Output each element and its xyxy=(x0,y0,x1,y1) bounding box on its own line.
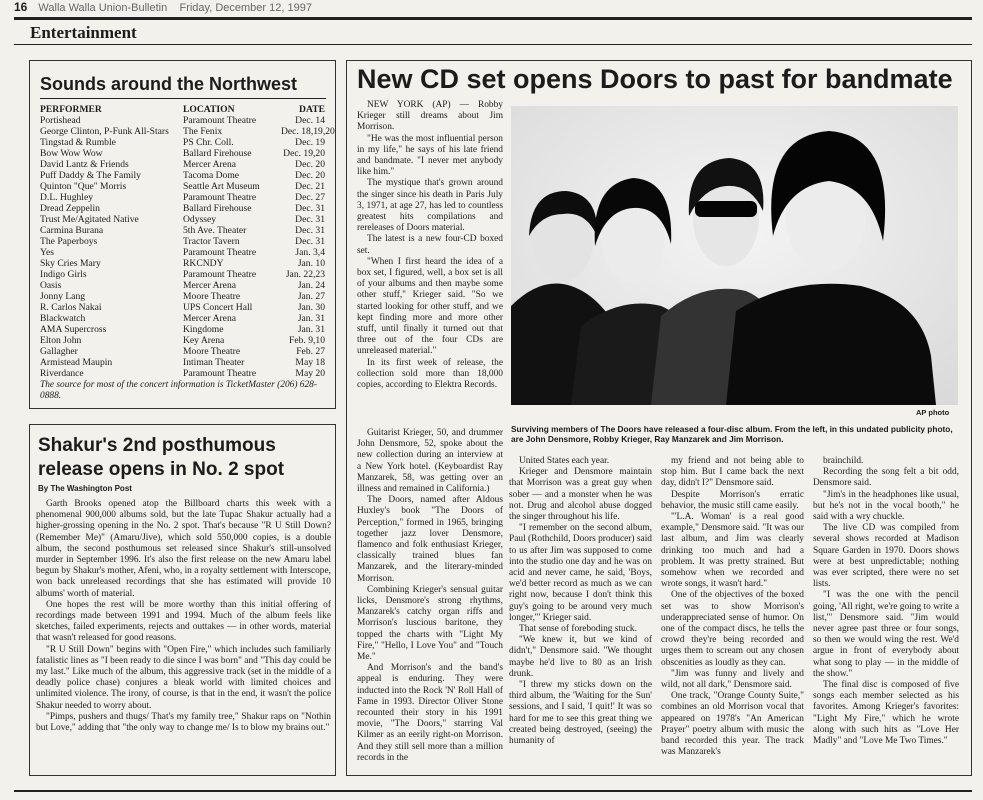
paragraph: "R U Still Down" begins with "Open Fire," which includes such familiarly fatalistic lines as "I been ready to die since I was born" and "This day could be my last." Like much of the album, this aggressive track (set in the middle of a deadly police chase) conjures a bleak world with limited choices and unlimited violence. The irony, of course, is that in the end, it wasn't the police Shakur needed to worry about. xyxy=(36,644,331,711)
masthead: Walla Walla Union-Bulletin xyxy=(38,2,168,14)
paragraph: The latest is a new four-CD boxed set. xyxy=(357,234,503,256)
doors-col-1b xyxy=(357,428,503,764)
issue-date: Friday, December 12, 1997 xyxy=(179,2,312,14)
location-cell: RKCNDY xyxy=(183,258,224,269)
paragraph: "Pimps, pushers and thugs/ That's my family tree," Shakur raps on "Nothin but Love," adding that "the only way to change me/ Is to blow my brains out." xyxy=(36,711,331,734)
shakur-body xyxy=(36,499,331,734)
table-row xyxy=(40,269,325,280)
date-cell: May 18 xyxy=(295,357,325,368)
paragraph: NEW YORK (AP) — Robby Krieger still dreams about Jim Morrison. xyxy=(357,100,503,133)
col-performer: PERFORMER xyxy=(40,104,102,115)
band-photo-image xyxy=(511,106,958,405)
performer-cell: Quinton "Que" Morris xyxy=(40,181,127,192)
paragraph: The final disc is composed of five songs each member selected as his favorites. Among Krieger's favorites: "Light My Fire," which he wrote along with such hits as "Love Her Madly" and "Love Me Two Times." xyxy=(813,680,959,747)
table-row xyxy=(40,324,325,335)
section-title: Entertainment xyxy=(30,23,137,42)
sounds-title: Sounds around the Northwest xyxy=(40,74,298,94)
date-cell: Dec. 31 xyxy=(295,236,325,247)
date-cell: Jan. 22,23 xyxy=(285,269,325,280)
date-cell: Jan. 24 xyxy=(297,280,325,291)
performer-cell: D.L. Hughley xyxy=(40,192,94,203)
table-row xyxy=(40,181,325,192)
location-cell: Ballard Firehouse xyxy=(183,203,252,214)
performer-cell: R. Carlos Nakai xyxy=(40,302,102,313)
location-cell: Paramount Theatre xyxy=(183,247,257,258)
performer-cell: Carmina Burana xyxy=(40,225,104,236)
doors-col-4 xyxy=(813,456,959,747)
header-rule xyxy=(14,17,972,20)
paragraph: The live CD was compiled from several shows recorded at Madison Square Garden in 1970. Doors shows were at best unpredictable; nothing was ever scripted, there were no set lists. xyxy=(813,523,959,590)
table-row xyxy=(40,247,325,258)
paragraph: my friend and not being able to stop him. But I came back the next day, didn't I?" Densmore said. xyxy=(661,456,804,489)
paragraph: Combining Krieger's sensual guitar licks, Densmore's strong rhythms, Manzarek's catchy organ riffs and Morrison's luscious baritone, they topped the charts with "Light My Fire," "Hello, I Love You" and "Touch Me." xyxy=(357,584,503,663)
sounds-rule xyxy=(40,98,326,99)
performer-cell: Indigo Girls xyxy=(40,269,87,280)
location-cell: Mercer Arena xyxy=(183,313,236,324)
date-cell: Dec. 31 xyxy=(295,203,325,214)
paragraph: One of the objectives of the boxed set was to show Morrison's underappreciated sense of humor. On one of the compact discs, he tells the crowd they're being recorded and urges them to scream out any chosen obscenities as loudly as they can. xyxy=(661,590,804,668)
performer-cell: Elton John xyxy=(40,335,82,346)
table-row xyxy=(40,137,325,148)
performer-cell: AMA Supercross xyxy=(40,324,107,335)
performer-cell: Portishead xyxy=(40,115,81,126)
paragraph: "'L.A. Woman' is a real good example," Densmore said. "It was our last album, and Jim was clearly drinking too much and had a problem. It was pretty strained. But somehow when we recorded and wrote songs, it wasn't hard." xyxy=(661,512,804,590)
table-row xyxy=(40,225,325,236)
performer-cell: Puff Daddy & The Family xyxy=(40,170,141,181)
date-cell: Jan. 31 xyxy=(297,324,325,335)
col-date: DATE xyxy=(299,104,325,115)
date-cell: Jan. 27 xyxy=(297,291,325,302)
paragraph: One hopes the rest will be more worthy than this initial offering of recordings made between 1991 and 1994. Much of the album feels like sketches, failed experiments, rejects and outtakes — in other words, material that wasn't released for good reasons. xyxy=(36,599,331,644)
date-cell: Dec. 19 xyxy=(295,137,325,148)
date-cell: Dec. 21 xyxy=(295,181,325,192)
paragraph: "When I first heard the idea of a box set, I figured, well, a box set is all of your albums and then maybe some other stuff," Krieger said. "So we started looking for other stuff, and we kept finding more and more other stuff, until finally it turned out that three out of the four CDs are unreleased material." xyxy=(357,256,503,357)
location-cell: Tractor Tavern xyxy=(183,236,240,247)
paragraph: Recording the song felt a bit odd, Densmore said. xyxy=(813,467,959,489)
band-photo xyxy=(511,106,958,405)
table-row xyxy=(40,159,325,170)
doors-col-1 xyxy=(357,100,503,391)
performer-cell: Dread Zeppelin xyxy=(40,203,100,214)
location-cell: Odyssey xyxy=(183,214,217,225)
paragraph: That sense of foreboding stuck. xyxy=(519,624,637,635)
shakur-headline: Shakur's 2nd posthumous release opens in No. 2 spot xyxy=(38,435,285,480)
doors-col-2 xyxy=(509,456,652,747)
paragraph: "I remember on the second album, Paul (Rothchild, Doors producer) said to us after Jim was supposed to come into the studio one day and he was on acid and never came, he said, 'Boys, we'd better record as much as we can right now, because I don't think this guy's going to be around very much longer,'" Krieger said. xyxy=(509,523,652,623)
performer-cell: Blackwatch xyxy=(40,313,86,324)
performer-cell: George Clinton, P-Funk All-Stars xyxy=(40,126,169,137)
location-cell: The Fenix xyxy=(183,126,223,137)
table-row xyxy=(40,368,325,379)
paragraph: "Jim's in the headphones like usual, but he's not in the vocal booth," he said with a wry chuckle. xyxy=(813,489,959,523)
concert-table xyxy=(40,104,335,379)
performer-cell: Oasis xyxy=(40,280,62,291)
paragraph: In its first week of release, the collection sold more than 18,000 copies, according to Elektra Records. xyxy=(357,357,503,391)
page-header xyxy=(14,0,972,18)
table-row xyxy=(40,203,325,214)
table-row xyxy=(40,280,325,291)
doors-headline: New CD set opens Doors to past for bandmate xyxy=(357,64,953,94)
performer-cell: Trust Me/Agitated Native xyxy=(40,214,139,225)
location-cell: Mercer Arena xyxy=(183,280,236,291)
paragraph: Garth Brooks opened atop the Billboard charts this week with a phenomenal 900,000 albums sold, but the late Tupac Shakur actually had a higher-grossing opening in the No. 2 spot. That's because "R U Still Down? (Remember Me)" (Amaru/Jive), which sold 550,000 copies, is a double album, the second posthumous set released since Shakur's still-unsolved murder in September 1996. It's also the first release on the new Amaru label begun by Shakur's mother, Afeni, who, in a royalty settlement with Interscope, won back unreleased recordings that she has estimated will provide 10 albums' worth of material. xyxy=(36,499,331,599)
shakur-byline: By The Washington Post xyxy=(38,484,132,493)
paragraph: "He was the most influential person in my life," he says of his late friend and bandmate. "I never met anybody like him." xyxy=(357,133,503,178)
paragraph: And Morrison's and the band's appeal is enduring. They were inducted into the Rock 'N' Roll Hall of Fame in 1993. Director Oliver Stone recounted their story in his 1991 movie, "The Doors," starring Val Kilmer as an eerily right-on Morrison. And they still sell more than a million records in the xyxy=(357,663,503,763)
photo-credit: AP photo xyxy=(916,408,950,417)
paragraph: Despite Morrison's erratic behavior, the music still came easily. xyxy=(661,489,804,511)
location-cell: 5th Ave. Theater xyxy=(183,225,247,236)
table-row xyxy=(40,148,325,159)
performer-cell: Gallagher xyxy=(40,346,78,357)
paragraph: The mystique that's grown around the singer since his death in Paris July 3, 1971, at age 27, has led to countless greatest hits compilations and rereleases of Doors material. xyxy=(357,178,503,234)
paragraph: United States each year. xyxy=(519,456,610,466)
location-cell: PS Chr. Coll. xyxy=(183,137,234,148)
paragraph: One track, "Orange County Suite," combines an old Morrison vocal that appeared on 1978's "An American Prayer" poetry album with music the band recorded this year. The track was Manzarek's xyxy=(661,691,804,758)
paragraph: "We knew it, but we kind of didn't," Densmore said. "We thought maybe he'd live to 80 as an Irish drunk. xyxy=(509,635,652,679)
location-cell: Intiman Theater xyxy=(183,357,245,368)
location-cell: Paramount Theatre xyxy=(183,115,257,126)
table-row xyxy=(40,302,325,313)
location-cell: Mercer Arena xyxy=(183,159,236,170)
table-row xyxy=(40,357,325,368)
doors-col-3 xyxy=(661,456,804,758)
page-number: 16 xyxy=(14,0,28,14)
location-cell: Moore Theatre xyxy=(183,291,241,302)
date-cell: Dec. 27 xyxy=(295,192,325,203)
table-row xyxy=(40,192,325,203)
performer-cell: Tingstad & Rumble xyxy=(40,137,116,148)
photo-caption: Surviving members of The Doors have released a four-disc album. From the left, in this undated publicity photo, are John Densmore, Robby Krieger, Ray Manzarek and Jim Morrison. xyxy=(511,424,953,444)
table-row xyxy=(40,346,325,357)
table-row xyxy=(40,236,325,247)
date-cell: Feb. 27 xyxy=(296,346,325,357)
performer-cell: Jonny Lang xyxy=(40,291,86,302)
table-row xyxy=(40,258,325,269)
date-cell: Jan. 31 xyxy=(297,313,325,324)
paragraph: "I threw my sticks down on the third album, the 'Waiting for the Sun' sessions, and I said, 'I quit!' It was so hard for me to see this great thing we created being destroyed, (seeing) the humanity of xyxy=(509,680,652,747)
paragraph: "I was the one with the pencil going, 'All right, we're going to write a list,'" Densmore said. "Jim would never agree past three or four songs, so then we would wing the rest. We'd argue in front of everybody about what song to play — in the middle of the show." xyxy=(813,590,959,679)
table-row xyxy=(40,170,325,181)
paragraph: The Doors, named after Aldous Huxley's book "The Doors of Perception," formed in 1965, bringing together jazz lover Densmore, flamenco and folk enthusiast Krieger, classically trained blues fan Manzarek, and the literary-minded Morrison. xyxy=(357,495,503,584)
performer-cell: Sky Cries Mary xyxy=(40,258,101,269)
location-cell: Key Arena xyxy=(183,335,225,346)
performer-cell: The Paperboys xyxy=(40,236,98,247)
location-cell: UPS Concert Hall xyxy=(183,302,253,313)
date-cell: Jan. 10 xyxy=(297,258,325,269)
paragraph: "Jim was funny and lively and wild, not all dark," Densmore said. xyxy=(661,668,804,691)
location-cell: Seattle Art Museum xyxy=(183,181,260,192)
date-cell: May 20 xyxy=(295,368,325,379)
table-row xyxy=(40,126,335,137)
location-cell: Tacoma Dome xyxy=(183,170,240,181)
date-cell: Dec. 18,19,20 xyxy=(281,126,335,137)
col-location: LOCATION xyxy=(183,104,235,115)
source-note: The source for most of the concert information is TicketMaster (206) 628-0888. xyxy=(40,380,317,401)
paragraph: brainchild. xyxy=(823,456,864,466)
date-cell: Dec. 14 xyxy=(295,115,325,126)
date-cell: Dec. 19,20 xyxy=(283,148,325,159)
location-cell: Paramount Theatre xyxy=(183,192,257,203)
performer-cell: Bow Wow Wow xyxy=(40,148,103,159)
date-cell: Dec. 31 xyxy=(295,225,325,236)
performer-cell: Riverdance xyxy=(40,368,84,379)
section-rule xyxy=(14,44,972,45)
paragraph: Guitarist Krieger, 50, and drummer John Densmore, 52, spoke about the new collection during an interview at a New York hotel. (Keyboardist Ray Manzarek, 58, was getting over an illness and remained in California.) xyxy=(357,428,503,495)
date-cell: Dec. 31 xyxy=(295,214,325,225)
location-cell: Moore Theatre xyxy=(183,346,241,357)
table-row xyxy=(40,291,325,302)
performer-cell: David Lantz & Friends xyxy=(40,159,129,170)
date-cell: Feb. 9,10 xyxy=(289,335,325,346)
paragraph: Krieger and Densmore maintain that Morrison was a great guy when sober — and a monster when he was not. Drug and alcohol abuse dogged the singer throughout his life. xyxy=(509,467,652,523)
table-row xyxy=(40,313,325,324)
table-row xyxy=(40,115,325,126)
location-cell: Ballard Firehouse xyxy=(183,148,252,159)
table-header xyxy=(40,104,325,115)
location-cell: Kingdome xyxy=(183,324,224,335)
performer-cell: Yes xyxy=(40,247,54,258)
date-cell: Jan. 3,4 xyxy=(295,247,325,258)
performer-cell: Armistead Maupin xyxy=(40,357,113,368)
table-row xyxy=(40,214,325,225)
footer-rule xyxy=(14,790,972,792)
date-cell: Jan. 30 xyxy=(297,302,325,313)
table-body xyxy=(40,115,335,379)
date-cell: Dec. 20 xyxy=(295,170,325,181)
location-cell: Paramount Theatre xyxy=(183,269,257,280)
location-cell: Paramount Theatre xyxy=(183,368,257,379)
date-cell: Dec. 20 xyxy=(295,159,325,170)
table-row xyxy=(40,335,325,346)
